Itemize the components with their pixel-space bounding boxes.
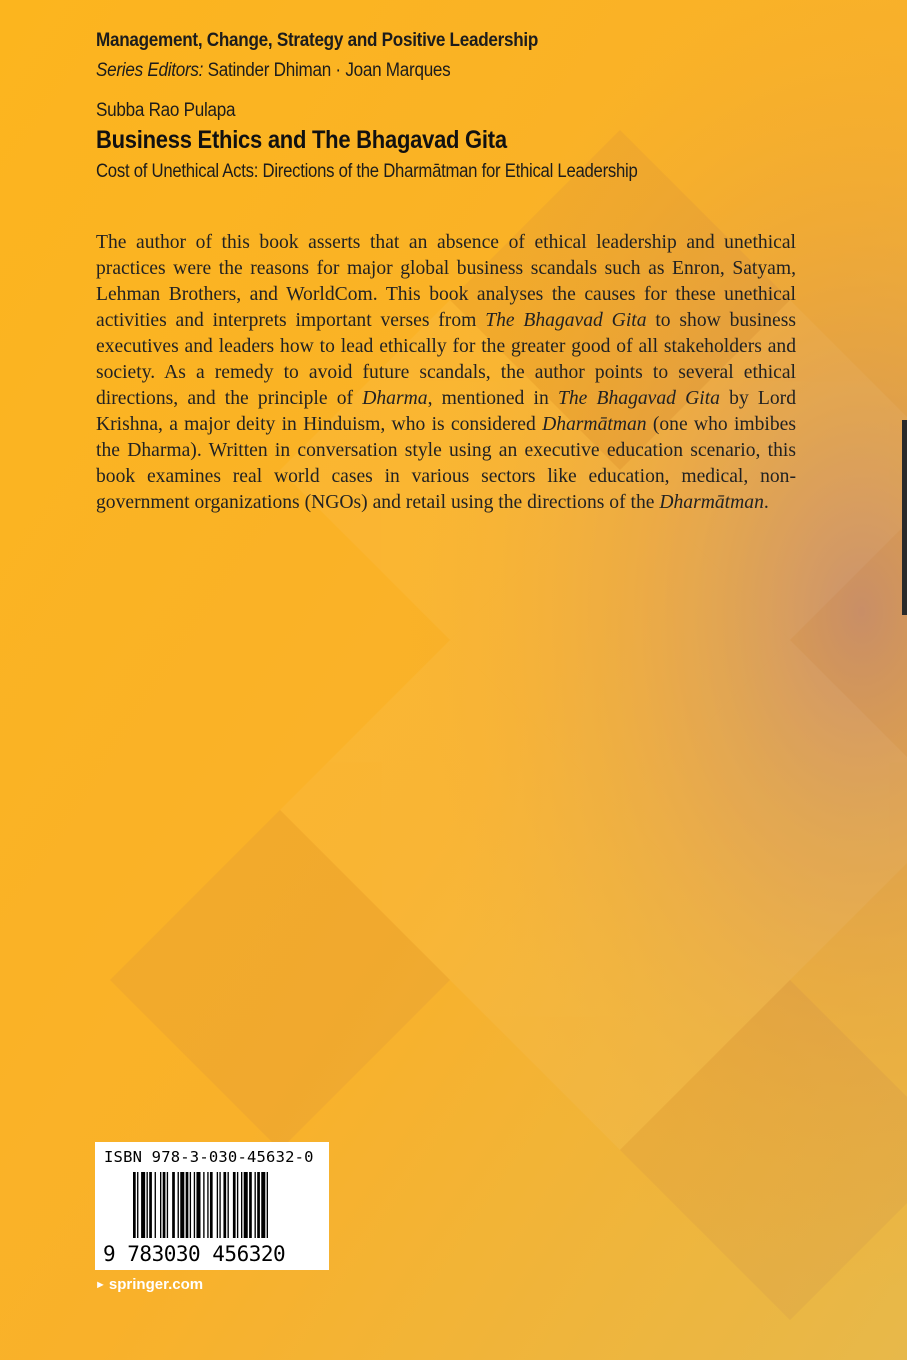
barcode-bar <box>194 1172 195 1238</box>
barcode-bar <box>155 1172 156 1238</box>
barcode-bar <box>149 1172 152 1238</box>
barcode-bar <box>255 1172 256 1238</box>
barcode-bar <box>223 1172 226 1238</box>
barcode-bar <box>141 1172 145 1238</box>
book-title: Business Ethics and The Bhagavad Gita <box>96 126 507 154</box>
barcode-bar <box>172 1172 175 1238</box>
publisher-url: springer.com <box>108 1276 204 1293</box>
barcode-digits: 9 783030 456320 <box>103 1242 286 1266</box>
arrow-icon: ► <box>95 1279 106 1291</box>
edge-mark <box>902 420 907 615</box>
series-editors-label: Series Editors: <box>96 60 204 81</box>
barcode-bar <box>237 1172 238 1238</box>
book-blurb <box>96 230 796 516</box>
blurb-text: (one who imbibes the Dharma). Written in conversation style using an executive education scenario, this book examines real world cases in various sectors like education, medical, non-government organizations (NGOs) and retail using the directions of the <box>96 414 796 513</box>
barcode-bar <box>178 1172 179 1238</box>
barcode-bar <box>257 1172 260 1238</box>
barcode-bar <box>207 1172 208 1238</box>
barcode-bar <box>167 1172 168 1238</box>
blurb-italic: Dharma <box>362 388 428 409</box>
barcode-bar <box>147 1172 148 1238</box>
barcode-bar <box>196 1172 200 1238</box>
series-editors <box>96 60 450 82</box>
barcode-bar <box>133 1172 136 1238</box>
barcode-bar <box>241 1172 242 1238</box>
barcode-bar <box>210 1172 213 1238</box>
barcode-bar <box>137 1172 138 1238</box>
blurb-italic: The Bhagavad Gita <box>557 388 720 409</box>
barcode-bar <box>267 1172 268 1238</box>
publisher-link[interactable] <box>95 1276 203 1293</box>
blurb-italic: Dharmātman <box>659 492 764 513</box>
blurb-text: The author of this book asserts that an absence of ethical leadership and unethical practices were the reasons for major global business scandals such as Enron, Satyam, Lehman Brothers, and WorldCom. This book analyses the causes for these unethical activities and interprets important verses from <box>96 232 796 331</box>
isbn-barcode <box>95 1142 329 1270</box>
barcode-bar <box>219 1172 220 1238</box>
barcode-bar <box>249 1172 252 1238</box>
isbn-number: ISBN 978-3-030-45632-0 <box>104 1148 314 1166</box>
book-subtitle: Cost of Unethical Acts: Directions of the Dharmātman for Ethical Leadership <box>96 161 638 182</box>
blurb-italic: The Bhagavad Gita <box>485 310 647 331</box>
series-editors-names: Satinder Dhiman · Joan Marques <box>207 60 451 81</box>
barcode-bar <box>228 1172 229 1238</box>
barcode-bar <box>190 1172 191 1238</box>
blurb-text: by Lord Krishna, a major deity in Hinduism, who is considered <box>96 388 796 435</box>
blurb-italic: Dharmātman <box>542 414 647 435</box>
barcode-bar <box>233 1172 236 1238</box>
barcode-bar <box>261 1172 265 1238</box>
barcode-bar <box>180 1172 184 1238</box>
barcode-bar <box>186 1172 189 1238</box>
book-author: Subba Rao Pulapa <box>96 100 236 121</box>
blurb-text: , mentioned in <box>427 388 558 409</box>
barcode-bar <box>217 1172 218 1238</box>
series-title: Management, Change, Strategy and Positive Leadership <box>96 30 539 51</box>
blurb-text: . <box>763 492 769 513</box>
barcode-bar <box>244 1172 248 1238</box>
blurb-text: to show business executives and leaders how to lead ethically for the greater good of all stakeholders and society. As a remedy to avoid future scandals, the author points to several ethical directions, and the principle of <box>96 310 796 409</box>
barcode-bar <box>203 1172 204 1238</box>
barcode-bar <box>163 1172 166 1238</box>
barcode-bar <box>160 1172 161 1238</box>
